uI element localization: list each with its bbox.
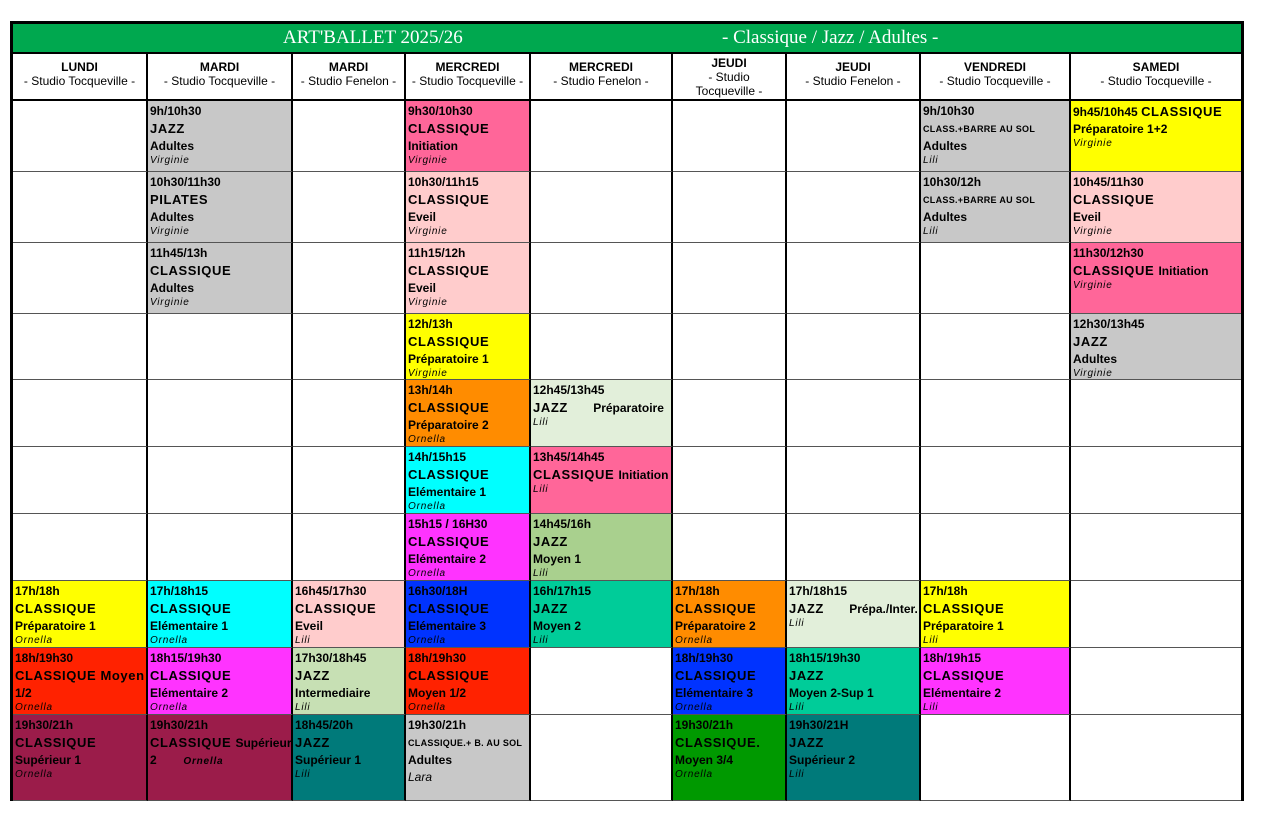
empty-cell [148,380,293,447]
empty-cell [921,447,1071,514]
class-level: Elémentaire 1 [408,485,487,499]
class-style: JAZZ [1073,334,1108,349]
class-style: JAZZ [789,735,824,750]
class-level-inline: Prépa./Inter. [849,602,918,616]
empty-cell [293,447,406,514]
empty-cell [787,101,921,172]
column-studio: - Studio Tocqueville - [163,74,276,88]
class-teacher: Ornella [150,702,188,713]
class-cell [406,314,531,380]
class-time: 19h30/21h [150,718,209,732]
class-level: Adultes [1073,352,1118,366]
class-cell [406,514,531,581]
class-teacher: Lili [789,618,805,629]
empty-cell [13,314,148,380]
empty-cell [921,380,1071,447]
empty-cell [673,101,787,172]
column-studio: - Studio Tocqueville - [1100,74,1212,88]
class-time: 12h30/13h45 [1073,317,1145,331]
column-day: JEUDI [711,56,747,70]
class-time: 10h45/11h30 [1073,175,1144,189]
empty-cell [673,314,787,380]
class-cell [1071,243,1241,314]
empty-cell [531,648,673,715]
class-time: 18h15/19h30 [789,651,861,665]
class-teacher: Virginie [408,226,448,237]
class-cell [406,380,531,447]
class-time: 17h/18h [15,584,60,598]
class-teacher: Lili [533,484,549,495]
class-teacher: Ornella [15,702,53,713]
class-level: Moyen 3/4 [675,753,734,767]
class-style: CLASSIQUE [923,601,1005,616]
column-day: MERCREDI [435,60,500,74]
class-style: CLASSIQUE [408,668,490,683]
column-day: SAMEDI [1132,60,1180,74]
column-header [673,54,787,101]
empty-cell [13,447,148,514]
class-time [1073,103,1239,120]
class-cell [1071,101,1241,172]
class-teacher: Virginie [1073,226,1113,237]
class-style: CLASSIQUE [408,400,490,415]
class-teacher: Virginie [408,368,448,379]
class-style-text: CLASSIQUE [1073,263,1155,278]
empty-cell [531,314,673,380]
class-cell [13,715,148,801]
class-level: Eveil [1073,210,1102,224]
class-time: 11h15/12h [408,246,466,260]
class-cell [13,648,148,715]
column-day: MARDI [328,60,369,74]
empty-cell [13,172,148,243]
class-teacher: Lili [923,155,939,166]
column-header [787,54,921,101]
class-style: JAZZ [150,121,185,136]
class-level: Adultes [150,139,195,153]
class-teacher: Ornella [408,568,446,579]
class-level: 1/2 [15,686,32,700]
class-style-text: JAZZ [533,400,568,415]
class-cell [921,581,1071,648]
class-style: Préparatoire 1+2 [1073,122,1168,136]
column-header [13,54,148,101]
class-cell [293,581,406,648]
column-header [148,54,293,101]
class-cell [148,172,293,243]
class-level: Elémentaire 1 [150,619,229,633]
class-style: CLASS.+BARRE AU SOL [923,124,1036,134]
class-style: CLASSIQUE [15,601,97,616]
class-teacher: Virginie [408,155,448,166]
class-style: CLASSIQUE [408,534,490,549]
schedule-title: ART'BALLET 2025/26 [283,27,463,48]
class-level: Préparatoire 1 [923,619,1004,633]
empty-cell [293,101,406,172]
class-cell [148,243,293,314]
class-level-text: 2 [150,753,157,767]
class-level: Elémentaire 2 [408,552,487,566]
class-level: Préparatoire 1 [408,352,489,366]
class-cell [406,172,531,243]
class-style: CLASSIQUE [675,601,757,616]
class-style: JAZZ [789,668,824,683]
class-cell [406,101,531,172]
empty-cell [13,243,148,314]
class-teacher: Virginie [1073,368,1113,379]
class-level: Préparatoire 2 [675,619,756,633]
class-style: CLASSIQUE [408,192,490,207]
class-style: PILATES [150,192,209,207]
column-studio: - Studio Tocqueville - [411,74,524,88]
class-teacher: Ornella [15,635,53,646]
class-cell [293,715,406,801]
class-style: JAZZ [295,668,330,683]
class-level: Initiation [408,139,458,153]
empty-cell [531,101,673,172]
class-style: CLASS.+BARRE AU SOL [923,195,1036,205]
empty-cell [673,447,787,514]
column-day: MARDI [199,60,240,74]
class-style: CLASSIQUE Moyen [15,668,145,683]
class-time: 10h30/12h [923,175,982,189]
column-studio: - Studio Tocqueville - [695,70,763,98]
class-time: 18h45/20h [295,718,354,732]
empty-cell [293,172,406,243]
class-cell [673,581,787,648]
class-cell [406,648,531,715]
class-cell [406,581,531,648]
class-style: CLASSIQUE [295,601,377,616]
empty-cell [13,514,148,581]
class-time: 9h30/10h30 [408,104,473,118]
class-level: Intermediaire [295,686,371,700]
class-level: Supérieur 1 [15,753,82,767]
class-cell [787,715,921,801]
class-style: CLASSIQUE [1073,192,1155,207]
class-level: Adultes [150,281,195,295]
class-style-text: CLASSIQUE [533,467,615,482]
class-cell [1071,172,1241,243]
class-style [1073,262,1239,280]
class-style: CLASSIQUE [150,601,232,616]
schedule-table [10,21,1244,801]
empty-cell [921,514,1071,581]
class-cell [787,581,921,648]
empty-cell [148,314,293,380]
class-time: 16h45/17h30 [295,584,367,598]
class-time: 16h/17h15 [533,584,592,598]
column-studio: - Studio Fenelon - [300,74,397,88]
empty-cell [293,243,406,314]
class-style: JAZZ [533,534,568,549]
class-time: 9h/10h30 [923,104,975,118]
class-teacher: Lili [923,635,939,646]
class-time: 12h45/13h45 [533,383,605,397]
class-teacher: Lili [923,702,939,713]
class-teacher: Virginie [150,226,190,237]
empty-cell [673,243,787,314]
class-cell [531,514,673,581]
class-time: 11h45/13h [150,246,208,260]
class-time: 18h/19h30 [15,651,74,665]
class-time: 10h30/11h15 [408,175,479,189]
class-level: Elémentaire 3 [408,619,487,633]
class-time: 17h/18h15 [789,584,848,598]
class-teacher: Ornella [408,501,446,512]
class-teacher: Lara [408,770,433,784]
class-cell [673,648,787,715]
class-time: 10h30/11h30 [150,175,221,189]
column-day: MERCREDI [568,60,633,74]
class-time: 18h/19h30 [408,651,467,665]
column-header [921,54,1071,101]
class-style: CLASSIQUE [408,334,490,349]
class-level [150,752,289,769]
class-style: CLASSIQUE [408,263,490,278]
column-studio: - Studio Tocqueville - [23,74,136,88]
class-teacher: Lili [789,769,805,780]
column-studio: - Studio Fenelon - [553,74,649,88]
class-teacher: Virginie [1073,138,1113,149]
class-teacher: Ornella [150,635,188,646]
empty-cell [673,514,787,581]
empty-cell [1071,514,1241,581]
class-teacher: Virginie [408,297,448,308]
class-teacher: Ornella [408,702,446,713]
class-level-inline: Préparatoire [593,401,664,415]
class-teacher: Lili [533,417,549,428]
empty-cell [531,172,673,243]
class-style: CLASSIQUE [15,735,97,750]
class-level: Eveil [408,281,437,295]
class-style-text: CLASSIQUE [150,735,232,750]
class-style [789,600,917,618]
class-teacher: Ornella [408,434,446,445]
class-level: Adultes [923,139,968,153]
class-teacher: Virginie [150,155,190,166]
column-day: LUNDI [61,60,98,74]
class-level: Elémentaire 2 [923,686,1002,700]
column-day: VENDREDI [963,60,1026,74]
empty-cell [1071,447,1241,514]
class-style [533,399,669,417]
class-cell [406,243,531,314]
class-cell [673,715,787,801]
class-style-inline: CLASSIQUE [1141,104,1223,119]
empty-cell [787,243,921,314]
class-style: CLASSIQUE [150,263,232,278]
class-cell [1071,314,1241,380]
class-level: Adultes [408,753,453,767]
class-time: 18h/19h15 [923,651,982,665]
empty-cell [787,172,921,243]
class-time: 14h45/16h [533,517,592,531]
class-style [533,466,669,484]
empty-cell [787,514,921,581]
empty-cell [531,715,673,801]
class-cell [921,101,1071,172]
class-teacher: Ornella [675,702,713,713]
class-time: 12h/13h [408,317,453,331]
class-style: CLASSIQUE [408,121,490,136]
class-level: Adultes [923,210,968,224]
empty-cell [13,101,148,172]
class-teacher: Lili [295,702,311,713]
class-cell [148,581,293,648]
class-teacher: Lili [295,635,311,646]
class-teacher: Lili [533,635,549,646]
class-time: 19h30/21h [675,718,734,732]
class-level-inline: Supérieur [235,736,292,750]
class-style: CLASSIQUE. [675,735,761,750]
class-time: 13h45/14h45 [533,450,605,464]
class-cell [148,101,293,172]
class-time: 18h/19h30 [675,651,734,665]
class-time: 17h30/18h45 [295,651,367,665]
class-teacher: Ornella [183,756,224,767]
empty-cell [1071,380,1241,447]
class-time: 17h/18h [675,584,720,598]
title-banner [13,24,1241,54]
class-teacher: Lili [789,702,805,713]
class-teacher: Lili [923,226,939,237]
empty-cell [531,243,673,314]
class-cell [921,172,1071,243]
class-time: 18h15/19h30 [150,651,222,665]
column-header [1071,54,1241,101]
class-level: Supérieur 2 [789,753,856,767]
class-time: 15h15 / 16H30 [408,517,488,531]
empty-cell [673,380,787,447]
class-style: CLASSIQUE.+ B. AU SOL [408,738,523,748]
class-level: Eveil [295,619,324,633]
class-time: 14h/15h15 [408,450,467,464]
class-style: CLASSIQUE [675,668,757,683]
class-level: Elémentaire 3 [675,686,754,700]
class-cell [531,581,673,648]
class-style: JAZZ [533,601,568,616]
class-time: 16h30/18H [408,584,468,598]
class-level: Préparatoire 2 [408,418,489,432]
class-teacher: Ornella [408,635,446,646]
column-studio: - Studio Fenelon - [805,74,901,88]
empty-cell [787,380,921,447]
class-time-text: 9h45/10h45 [1073,105,1138,119]
class-style: CLASSIQUE [923,668,1005,683]
class-level: Moyen 2-Sup 1 [789,686,874,700]
empty-cell [148,447,293,514]
class-cell [406,715,531,801]
class-teacher: Ornella [675,635,713,646]
class-level: Supérieur 1 [295,753,362,767]
class-level: Elémentaire 2 [150,686,229,700]
class-cell [148,715,293,801]
class-teacher: Lili [295,769,311,780]
empty-cell [787,314,921,380]
empty-cell [293,514,406,581]
class-level-inline: Initiation [1158,264,1209,278]
class-teacher: Ornella [675,769,713,780]
empty-cell [293,380,406,447]
empty-cell [1071,648,1241,715]
class-level: Adultes [150,210,195,224]
class-level: Moyen 2 [533,619,582,633]
class-teacher: Virginie [150,297,190,308]
class-time: 19h30/21h [408,718,467,732]
class-level: Moyen 1 [533,552,582,566]
schedule-subtitle: - Classique / Jazz / Adultes - [722,27,939,48]
class-cell [148,648,293,715]
class-style-text: JAZZ [789,601,824,616]
class-level: Préparatoire 1 [15,619,96,633]
column-header [293,54,406,101]
class-time: 19h30/21H [789,718,849,732]
class-style: JAZZ [295,735,330,750]
class-time: 9h/10h30 [150,104,202,118]
empty-cell [1071,715,1241,801]
class-teacher: Virginie [1073,280,1113,291]
empty-cell [148,514,293,581]
class-cell [531,447,673,514]
empty-cell [673,172,787,243]
empty-cell [787,447,921,514]
class-time: 17h/18h [923,584,968,598]
class-time: 11h30/12h30 [1073,246,1144,260]
class-time: 17h/18h15 [150,584,209,598]
empty-cell [921,314,1071,380]
column-header [531,54,673,101]
class-style: CLASSIQUE [408,467,490,482]
column-studio: - Studio Tocqueville - [939,74,1051,88]
class-level: Eveil [408,210,437,224]
class-teacher: Lili [533,568,549,579]
empty-cell [13,380,148,447]
empty-cell [1071,581,1241,648]
class-cell [787,648,921,715]
empty-cell [921,715,1071,801]
empty-cell [921,243,1071,314]
class-time: 13h/14h [408,383,453,397]
class-time: 19h30/21h [15,718,74,732]
class-cell [13,581,148,648]
class-cell [406,447,531,514]
class-level-inline: Initiation [618,468,669,482]
empty-cell [293,314,406,380]
class-style [150,734,292,752]
class-cell [531,380,673,447]
class-cell [921,648,1071,715]
class-teacher: Ornella [15,769,53,780]
class-cell [293,648,406,715]
class-style: CLASSIQUE [408,601,490,616]
column-day: JEUDI [835,60,871,74]
class-style: CLASSIQUE [150,668,232,683]
column-header [406,54,531,101]
class-level: Moyen 1/2 [408,686,467,700]
